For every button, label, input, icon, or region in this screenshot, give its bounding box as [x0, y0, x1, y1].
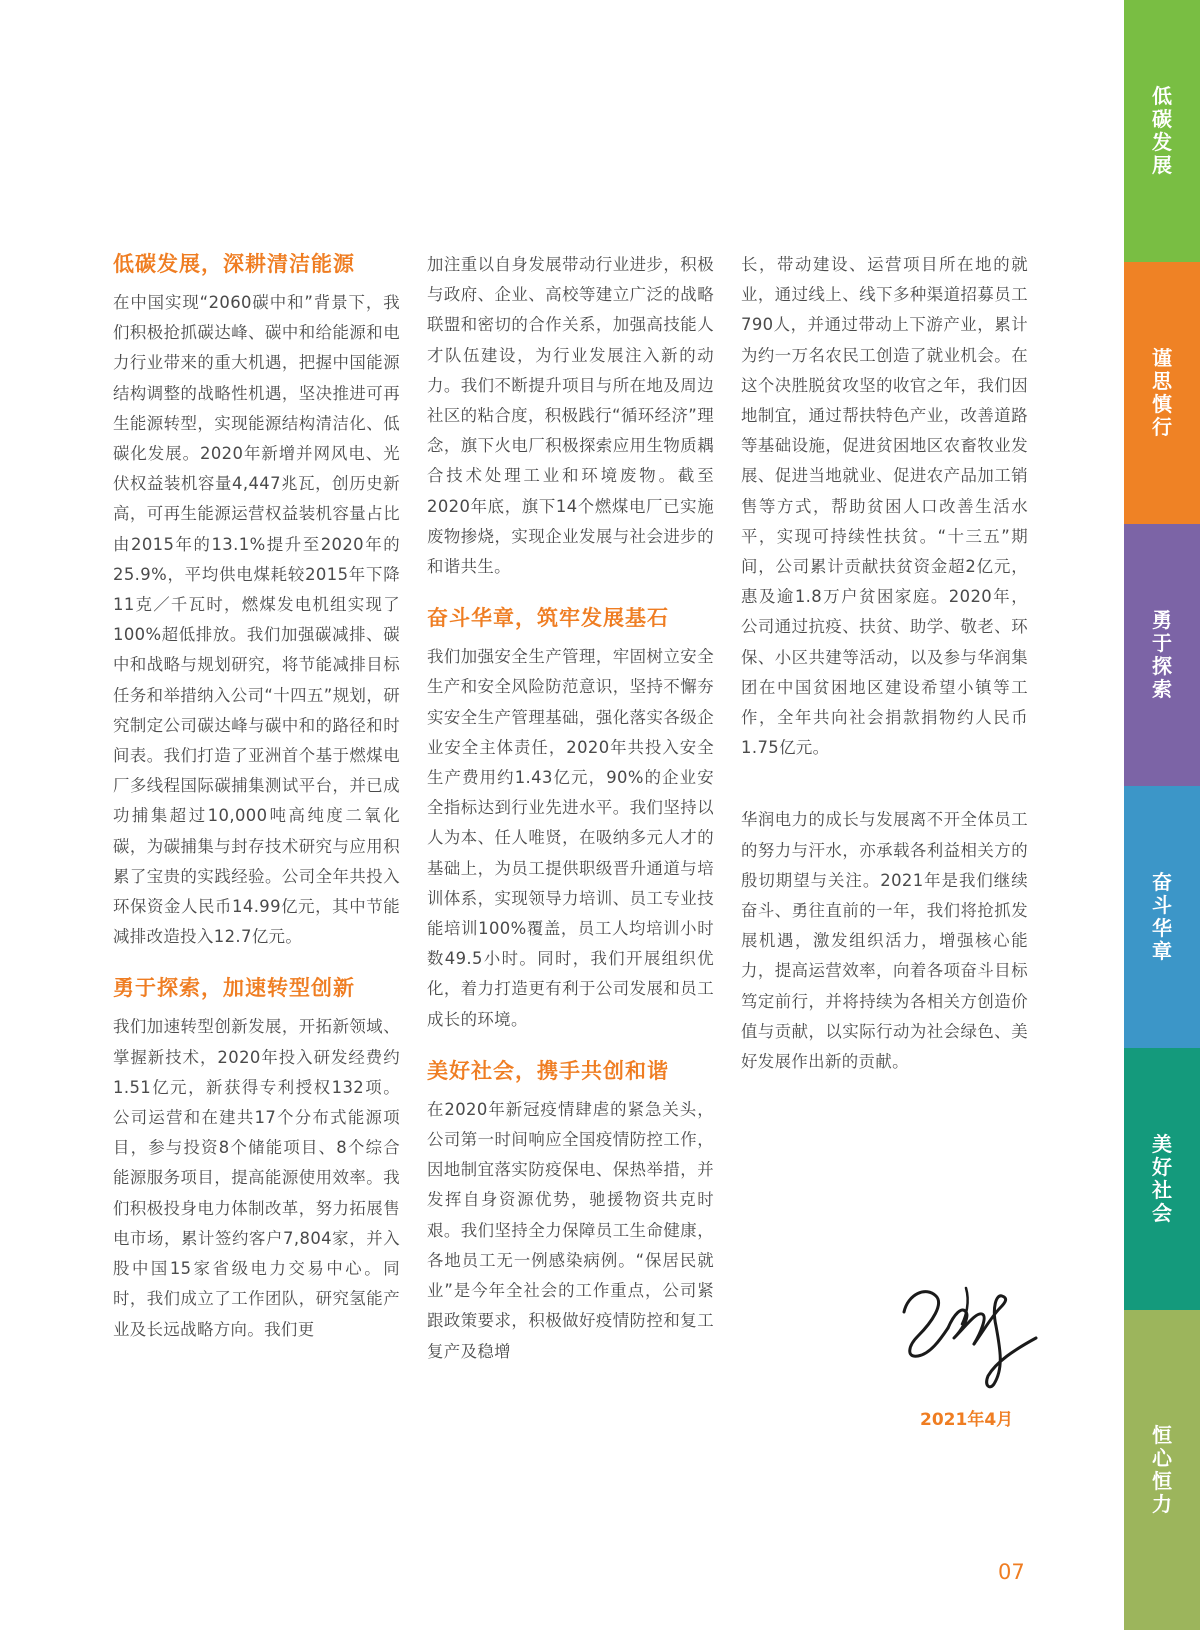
tab-strive-label: 奋斗华章	[1152, 870, 1172, 963]
section-heading-foundation: 奋斗华章，筑牢发展基石	[427, 606, 669, 631]
section-heading-low-carbon: 低碳发展，深耕清洁能源	[113, 252, 355, 276]
section-heading-society: 美好社会，携手共创和谐	[427, 1058, 669, 1083]
tab-society-label: 美好社会	[1152, 1132, 1172, 1225]
column-3	[741, 250, 1028, 1077]
tab-perseverance[interactable]	[1124, 1310, 1200, 1630]
closing-paragraph: 华润电力的成长与发展离不开全体员工的努力与汗水，亦承载各利益相关方的殷切期望与关注。2021年是我们继续奋斗、勇往直前的一年，我们将抢抓发展机遇，激发组织活力，增强核心能力，提高运营效率，向着各项奋斗目标笃定前行，并将持续为各相关方创造价值与贡献，以实际行动为社会绿色、美好发展作出新的贡献。	[741, 810, 1028, 1072]
tab-prudence[interactable]	[1124, 262, 1200, 524]
innovation-paragraph: 我们加速转型创新发展，开拓新领域、掌握新技术，2020年投入研发经费约1.51亿元，新获得专利授权132项。公司运营和在建共17个分布式能源项目，参与投资8个储能项目、8个综合能源服务项目，提高能源使用效率。我们积极投身电力体制改革，努力拓展售电市场，累计签约客户7,804家，并入股中国15家省级电力交易中心。同时，我们成立了工作团队，研究氢能产业及长远战略方向。我们更	[113, 1017, 400, 1339]
tab-society[interactable]	[1124, 1048, 1200, 1310]
tab-strive[interactable]	[1124, 786, 1200, 1048]
signature-image	[896, 1268, 1046, 1393]
poverty-paragraph: 长，带动建设、运营项目所在地的就业，通过线上、线下多种渠道招募员工790人，并通过带动上下游产业，累计为约一万名农民工创造了就业机会。在这个决胜脱贫攻坚的收官之年，我们因地制宜，通过帮扶特色产业，改善道路等基础设施，促进贫困地区农畜牧业发展、促进当地就业、促进农产品加工销售等方式，帮助贫困人口改善生活水平，实现可持续性扶贫。“十三五”期间，公司累计贡献扶贫资金超2亿元，惠及逾1.8万户贫困家庭。2020年，公司通过抗疫、扶贫、助学、敬老、环保、小区共建等活动，以及参与华润集团在中国贫困地区建设希望小镇等工作，全年共向社会捐款捐物约人民币1.75亿元。	[741, 255, 1028, 758]
safety-paragraph: 我们加强安全生产管理，牢固树立安全生产和安全风险防范意识，坚持不懈夯实安全生产管理基础，强化落实各级企业安全主体责任，2020年共投入安全生产费用约1.43亿元，90%的企业安全指标达到行业先进水平。我们坚持以人为本、任人唯贤，在吸纳多元人才的基础上，为员工提供职级晋升通道与培训体系，实现领导力培训、员工专业技能培训100%覆盖，员工人均培训小时数49.5小时。同时，我们开展组织优化，着力打造更有利于公司发展和员工成长的环境。	[427, 647, 714, 1029]
tab-explore-label: 勇于探索	[1152, 608, 1172, 701]
pandemic-paragraph: 在2020年新冠疫情肆虐的紧急关头，公司第一时间响应全国疫情防控工作，因地制宜落实防疫保电、保热举措，并发挥自身资源优势，驰援物资共克时艰。我们坚持全力保障员工生命健康，各地员工无一例感染病例。“保居民就业”是今年全社会的工作重点，公司紧跟政策要求，积极做好疫情防控和复工复产及稳增	[427, 1099, 714, 1361]
section-heading-innovation: 勇于探索，加速转型创新	[113, 976, 355, 1001]
page-number: 07	[998, 1560, 1025, 1584]
tab-low-carbon[interactable]	[1124, 0, 1200, 262]
tab-prudence-label: 谨思慎行	[1152, 346, 1172, 439]
column-2	[427, 250, 714, 1367]
tab-perseverance-label: 恒心恒力	[1152, 1423, 1172, 1516]
low-carbon-paragraph: 在中国实现“2060碳中和”背景下，我们积极抢抓碳达峰、碳中和给能源和电力行业带来的重大机遇，把握中国能源结构调整的战略性机遇，坚决推进可再生能源转型，实现能源结构清洁化、低碳化发展。2020年新增并网风电、光伏权益装机容量4,447兆瓦，创历史新高，可再生能源运营权益装机容量占比由2015年的13.1%提升至2020年的25.9%，平均供电煤耗较2015年下降11克／千瓦时，燃煤发电机组实现了100%超低排放。我们加强碳减排、碳中和战略与规划研究，将节能减排目标任务和举措纳入公司“十四五”规划，研究制定公司碳达峰与碳中和的路径和时间表。我们打造了亚洲首个基于燃煤电厂多线程国际碳捕集测试平台，并已成功捕集超过10,000吨高纯度二氧化碳，为碳捕集与封存技术研究与应用积累了宝贵的实践经验。公司全年共投入环保资金人民币14.99亿元，其中节能减排改造投入12.7亿元。	[113, 293, 400, 947]
section-tabs	[1124, 0, 1200, 1630]
industry-paragraph: 加注重以自身发展带动行业进步，积极与政府、企业、高校等建立广泛的战略联盟和密切的合作关系，加强高技能人才队伍建设，为行业发展注入新的动力。我们不断提升项目与所在地及周边社区的粘合度，积极践行“循环经济”理念，旗下火电厂积极探索应用生物质耦合技术处理工业和环境废物。截至2020年底，旗下14个燃煤电厂已实施废物掺烧，实现企业发展与社会进步的和谐共生。	[427, 255, 714, 577]
signature-date: 2021年4月	[920, 1410, 1014, 1430]
column-1	[113, 250, 400, 1345]
tab-explore[interactable]	[1124, 524, 1200, 786]
tab-low-carbon-label: 低碳发展	[1152, 84, 1172, 177]
